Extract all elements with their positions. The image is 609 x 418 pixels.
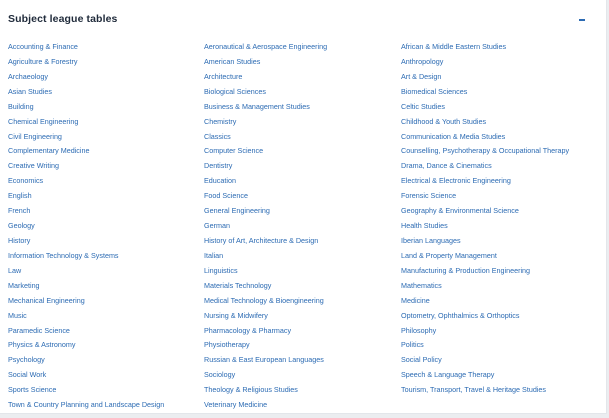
subject-link[interactable]: Theology & Religious Studies bbox=[204, 385, 298, 395]
subject-link[interactable]: Drama, Dance & Cinematics bbox=[401, 161, 492, 171]
subject-link[interactable]: Iberian Languages bbox=[401, 235, 461, 245]
subject-link[interactable]: Law bbox=[8, 265, 22, 275]
subject-link[interactable]: Mathematics bbox=[401, 280, 442, 290]
subject-link[interactable]: Tourism, Transport, Travel & Heritage Studies bbox=[401, 385, 547, 395]
subject-link[interactable]: Geography & Environmental Science bbox=[401, 206, 519, 216]
subject-link[interactable]: Economics bbox=[8, 176, 44, 186]
subject-link[interactable]: Land & Property Management bbox=[401, 250, 497, 260]
subject-link[interactable]: Psychology bbox=[8, 355, 45, 365]
subject-link[interactable]: American Studies bbox=[204, 56, 261, 66]
subject-column-2 bbox=[204, 40, 327, 413]
subject-link[interactable]: History of Art, Architecture & Design bbox=[204, 235, 319, 245]
panel-title: Subject league tables bbox=[8, 13, 118, 25]
subject-link[interactable]: Physiotherapy bbox=[204, 340, 250, 350]
subject-link[interactable]: Celtic Studies bbox=[401, 101, 445, 111]
subject-link[interactable]: Information Technology & Systems bbox=[8, 250, 119, 260]
subject-link[interactable]: Medical Technology & Bioengineering bbox=[204, 295, 324, 305]
subject-link[interactable]: Chemistry bbox=[204, 116, 237, 126]
subject-link[interactable]: Philosophy bbox=[401, 325, 437, 335]
subject-link[interactable]: Town & Country Planning and Landscape Design bbox=[8, 400, 165, 410]
subject-link[interactable]: Medicine bbox=[401, 295, 430, 305]
subject-link[interactable]: Russian & East European Languages bbox=[204, 355, 324, 365]
subject-column-3 bbox=[401, 40, 569, 398]
subject-link[interactable]: Manufacturing & Production Engineering bbox=[401, 265, 531, 275]
subject-link[interactable]: Art & Design bbox=[401, 71, 442, 81]
subject-link[interactable]: Pharmacology & Pharmacy bbox=[204, 325, 292, 335]
subject-link[interactable]: Linguistics bbox=[204, 265, 238, 275]
panel-header[interactable] bbox=[8, 12, 600, 30]
subject-link[interactable]: African & Middle Eastern Studies bbox=[401, 42, 507, 51]
subject-link[interactable]: Physics & Astronomy bbox=[8, 340, 76, 350]
subject-link[interactable]: Music bbox=[8, 310, 27, 320]
subject-column-1 bbox=[8, 40, 164, 413]
subject-link[interactable]: Food Science bbox=[204, 191, 248, 201]
subject-link[interactable]: Asian Studies bbox=[8, 86, 52, 96]
subject-link[interactable]: Speech & Language Therapy bbox=[401, 370, 495, 380]
subject-link[interactable]: Communication & Media Studies bbox=[401, 131, 506, 141]
minus-icon bbox=[579, 19, 585, 21]
subject-link[interactable]: General Engineering bbox=[204, 206, 270, 216]
subject-link[interactable]: Electrical & Electronic Engineering bbox=[401, 176, 511, 186]
subject-link[interactable]: Agriculture & Forestry bbox=[8, 56, 78, 66]
subject-link[interactable]: Complementary Medicine bbox=[8, 146, 90, 156]
subject-link[interactable]: Sociology bbox=[204, 370, 236, 380]
subject-link[interactable]: Education bbox=[204, 176, 236, 186]
subject-link[interactable]: English bbox=[8, 191, 32, 201]
subject-link[interactable]: Forensic Science bbox=[401, 191, 457, 201]
subject-link[interactable]: Chemical Engineering bbox=[8, 116, 79, 126]
subject-link[interactable]: Archaeology bbox=[8, 71, 48, 81]
subject-link[interactable]: French bbox=[8, 206, 31, 216]
subject-link[interactable]: Civil Engineering bbox=[8, 131, 62, 141]
subject-link[interactable]: Marketing bbox=[8, 280, 40, 290]
subject-link[interactable]: Social Policy bbox=[401, 355, 442, 365]
subject-link[interactable]: Politics bbox=[401, 340, 424, 350]
subject-link[interactable]: Veterinary Medicine bbox=[204, 400, 268, 410]
subject-link[interactable]: History bbox=[8, 235, 31, 245]
subject-link[interactable]: Accounting & Finance bbox=[8, 42, 78, 51]
subject-link[interactable]: Building bbox=[8, 101, 34, 111]
subject-link[interactable]: Architecture bbox=[204, 71, 243, 81]
subject-link[interactable]: Optometry, Ophthalmics & Orthoptics bbox=[401, 310, 520, 320]
subject-link[interactable]: Biomedical Sciences bbox=[401, 86, 468, 96]
subject-link[interactable]: Aeronautical & Aerospace Engineering bbox=[204, 42, 328, 51]
subject-link[interactable]: Biological Sciences bbox=[204, 86, 266, 96]
subject-link[interactable]: Italian bbox=[204, 250, 224, 260]
subject-link[interactable]: Classics bbox=[204, 131, 231, 141]
subject-link[interactable]: Creative Writing bbox=[8, 161, 59, 171]
subject-link[interactable]: Nursing & Midwifery bbox=[204, 310, 268, 320]
subject-link[interactable]: Mechanical Engineering bbox=[8, 295, 85, 305]
subject-link[interactable]: Social Work bbox=[8, 370, 47, 380]
subject-link[interactable]: Health Studies bbox=[401, 221, 448, 231]
collapse-button[interactable] bbox=[576, 12, 592, 28]
subject-link[interactable]: Business & Management Studies bbox=[204, 101, 310, 111]
subject-link[interactable]: Counselling, Psychotherapy & Occupational Therapy bbox=[401, 146, 570, 156]
subject-link[interactable]: Anthropology bbox=[401, 56, 444, 66]
subject-link[interactable]: Computer Science bbox=[204, 146, 264, 156]
subject-link[interactable]: Sports Science bbox=[8, 385, 57, 395]
subject-link[interactable]: German bbox=[204, 221, 230, 231]
subject-link[interactable]: Geology bbox=[8, 221, 35, 231]
subject-link[interactable]: Childhood & Youth Studies bbox=[401, 116, 487, 126]
subject-link[interactable]: Dentistry bbox=[204, 161, 233, 171]
subject-link[interactable]: Materials Technology bbox=[204, 280, 272, 290]
subject-link[interactable]: Paramedic Science bbox=[8, 325, 70, 335]
